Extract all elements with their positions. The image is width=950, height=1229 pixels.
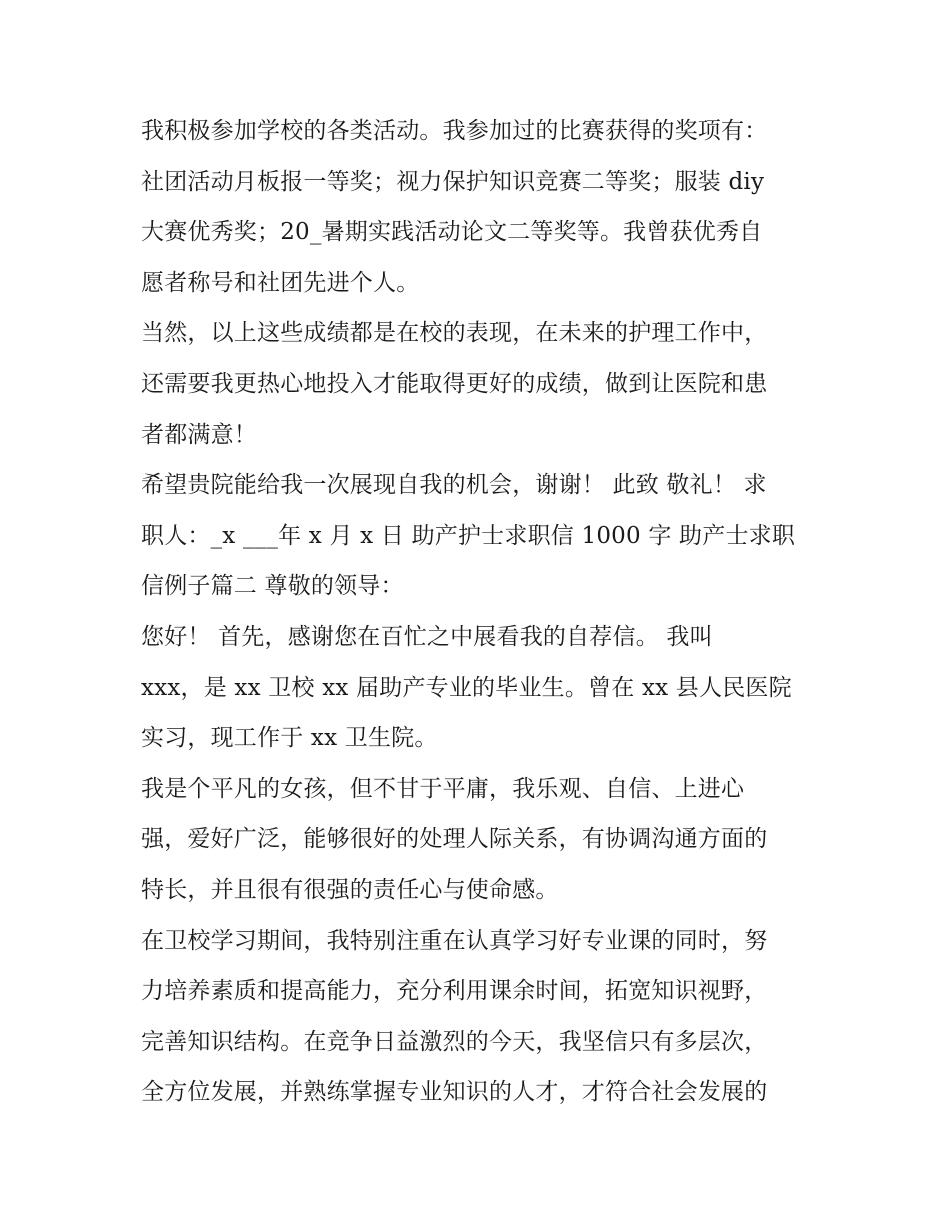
document-body xyxy=(141,106,821,1118)
text-line: 职人：_x ___年 x 月 x 日 助产护士求职信 1000 字 助产士求职 xyxy=(141,522,796,549)
text-line: 您好！ 首先，感谢您在百忙之中展看我的自荐信。 我叫 xyxy=(141,623,713,650)
text-line: 信例子篇二 尊敬的领导： xyxy=(141,573,404,600)
text-line: 力培养素质和提高能力，充分利用课余时间，拓宽知识视野， xyxy=(141,978,768,1005)
text-line: 还需要我更热心地投入才能取得更好的成绩，做到让医院和患 xyxy=(141,370,768,397)
text-line: 者都满意！ xyxy=(141,421,257,448)
text-line: 我是个平凡的女孩，但不甘于平庸，我乐观、自信、上进心 xyxy=(141,775,745,802)
text-line: 在卫校学习期间，我特别注重在认真学习好专业课的同时，努 xyxy=(141,927,768,954)
text-line: 实习，现工作于 xx 卫生院。 xyxy=(141,725,438,752)
text-line: 社团活动月板报一等奖；视力保护知识竞赛二等奖；服装 diy xyxy=(141,168,765,195)
text-line: xxx，是 xx 卫校 xx 届助产专业的毕业生。曾在 xx 县人民医院 xyxy=(141,674,792,701)
text-line: 完善知识结构。在竞争日益激烈的今天，我坚信只有多层次， xyxy=(141,1028,768,1055)
text-line: 特长，并且很有很强的责任心与使命感。 xyxy=(141,876,559,903)
text-line: 希望贵院能给我一次展现自我的机会，谢谢！ 此致 敬礼！ 求 xyxy=(141,472,767,499)
text-line: 全方位发展，并熟练掌握专业知识的人才，才符合社会发展的 xyxy=(141,1079,768,1106)
text-line: 大赛优秀奖；20_暑期实践活动论文二等奖等。我曾获优秀自 xyxy=(141,219,763,246)
text-line: 当然，以上这些成绩都是在校的表现，在未来的护理工作中， xyxy=(141,320,768,347)
text-line: 愿者称号和社团先进个人。 xyxy=(141,269,420,296)
text-line: 我积极参加学校的各类活动。我参加过的比赛获得的奖项有： xyxy=(141,118,768,144)
text-line: 强，爱好广泛，能够很好的处理人际关系，有协调沟通方面的 xyxy=(141,826,768,853)
